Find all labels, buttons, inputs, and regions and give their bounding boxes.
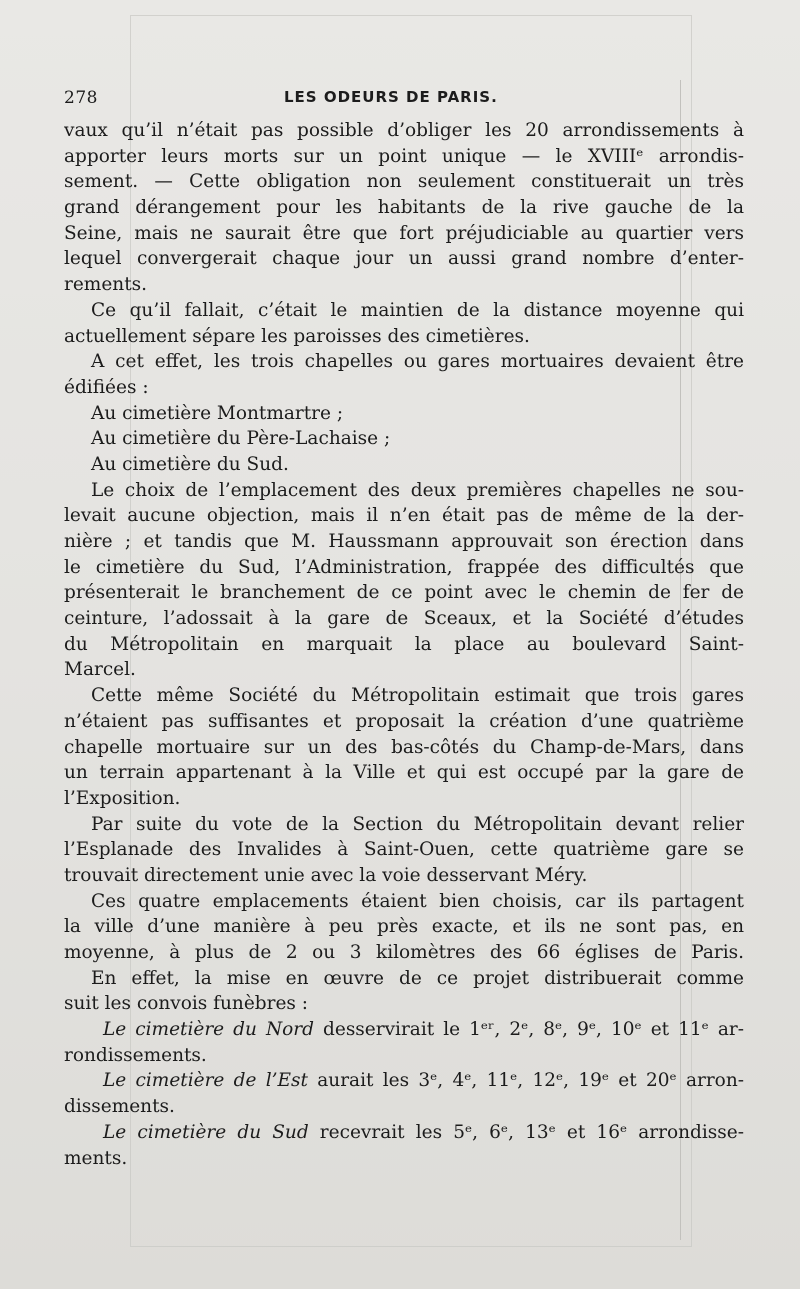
text-line: Marcel. bbox=[64, 659, 136, 681]
text-line: le cimetière du Sud, l’Administration, frappée des difficultés que bbox=[64, 556, 744, 578]
body-text bbox=[64, 118, 744, 1171]
text-line: présenterait le branchement de ce point avec le chemin de fer de bbox=[64, 582, 744, 604]
arrondissement-list: recevrait les 5ᵉ, 6ᵉ, 13ᵉ et 16ᵉ arrondisse- bbox=[308, 1121, 744, 1143]
text-line: apporter leurs morts sur un point unique — le XVIIIᵉ arrondis- bbox=[64, 145, 744, 167]
text-line: rements. bbox=[64, 274, 148, 296]
text-line: Cette même Société du Métropolitain estimait que trois gares bbox=[91, 685, 744, 707]
text-line: grand dérangement pour les habitants de la rive gauche de la bbox=[64, 197, 744, 219]
text-line: chapelle mortuaire sur un des bas-côtés du Champ-de-Mars, dans bbox=[64, 736, 744, 758]
text-line: Seine, mais ne saurait être que fort préjudiciable au quartier vers bbox=[64, 222, 744, 244]
text-line: n’étaient pas suffisantes et proposait la création d’une quatrième bbox=[64, 710, 744, 732]
text-line: lequel convergerait chaque jour un aussi grand nombre d’enter- bbox=[64, 248, 744, 270]
text-line: trouvait directement unie avec la voie desservant Méry. bbox=[64, 864, 588, 886]
text-line: la ville d’une manière à peu près exacte, et ils ne sont pas, en bbox=[64, 916, 744, 938]
distribution-continuation: dissements. bbox=[64, 1096, 175, 1118]
text-line: vaux qu’il n’était pas possible d’obliger les 20 arrondissements à bbox=[64, 120, 744, 141]
cemetery-name: Le cimetière de l’Est bbox=[103, 1070, 308, 1092]
text-line: Ces quatre emplacements étaient bien choisis, car ils partagent bbox=[91, 890, 744, 912]
distribution-line-sud bbox=[64, 1120, 744, 1146]
distribution-line-nord bbox=[64, 1017, 744, 1043]
text-line: Ce qu’il fallait, c’était le maintien de la distance moyenne qui bbox=[91, 299, 744, 321]
distribution-continuation: rondissements. bbox=[64, 1044, 207, 1066]
text-line: Le choix de l’emplacement des deux premières chapelles ne sou- bbox=[91, 479, 744, 501]
text-line: levait aucune objection, mais il n’en était pas de même de la der- bbox=[64, 505, 744, 527]
text-line: édifiées : bbox=[64, 376, 149, 398]
text-line: suit les convois funèbres : bbox=[64, 993, 309, 1015]
text-line: l’Esplanade des Invalides à Saint-Ouen, cette quatrième gare se bbox=[64, 839, 744, 861]
cemetery-name: Le cimetière du Nord bbox=[103, 1019, 314, 1041]
text-line: nière ; et tandis que M. Haussmann approuvait son érection dans bbox=[64, 531, 744, 552]
text-line: A cet effet, les trois chapelles ou gares mortuaires devaient être bbox=[91, 351, 744, 373]
distribution-line-est bbox=[64, 1068, 744, 1094]
text-line: moyenne, à plus de 2 ou 3 kilomètres des 66 églises de Paris. bbox=[64, 942, 744, 963]
text-line: un terrain appartenant à la Ville et qui est occupé par la gare de bbox=[64, 762, 744, 784]
cemetery-name: Le cimetière du Sud bbox=[103, 1121, 309, 1143]
arrondissement-list: aurait les 3ᵉ, 4ᵉ, 11ᵉ, 12ᵉ, 19ᵉ et 20ᵉ arron- bbox=[307, 1070, 744, 1092]
text-line: ceinture, l’adossait à la gare de Sceaux, et la Société d’études bbox=[64, 608, 744, 630]
text-line: Au cimetière du Sud. bbox=[91, 453, 289, 475]
distribution-continuation: ments. bbox=[64, 1147, 128, 1169]
text-line: du Métropolitain en marquait la place au boulevard Saint- bbox=[64, 633, 744, 655]
text-line: sement. — Cette obligation non seulement constituerait un très bbox=[64, 171, 744, 193]
text-line: actuellement sépare les paroisses des cimetières. bbox=[64, 325, 530, 347]
text-line: Par suite du vote de la Section du Métropolitain devant relier bbox=[91, 813, 744, 835]
text-line: Au cimetière du Père-Lachaise ; bbox=[91, 428, 391, 450]
arrondissement-list: desservirait le 1ᵉʳ, 2ᵉ, 8ᵉ, 9ᵉ, 10ᵉ et 11ᵉ ar- bbox=[313, 1019, 744, 1041]
page-header bbox=[64, 84, 744, 112]
page-number: 278 bbox=[64, 88, 98, 108]
text-line: l’Exposition. bbox=[64, 787, 181, 809]
text-line: Au cimetière Montmartre ; bbox=[91, 402, 344, 424]
text-line: En effet, la mise en œuvre de ce projet distribuerait comme bbox=[91, 967, 744, 989]
running-head: LES ODEURS DE PARIS. bbox=[284, 88, 498, 106]
